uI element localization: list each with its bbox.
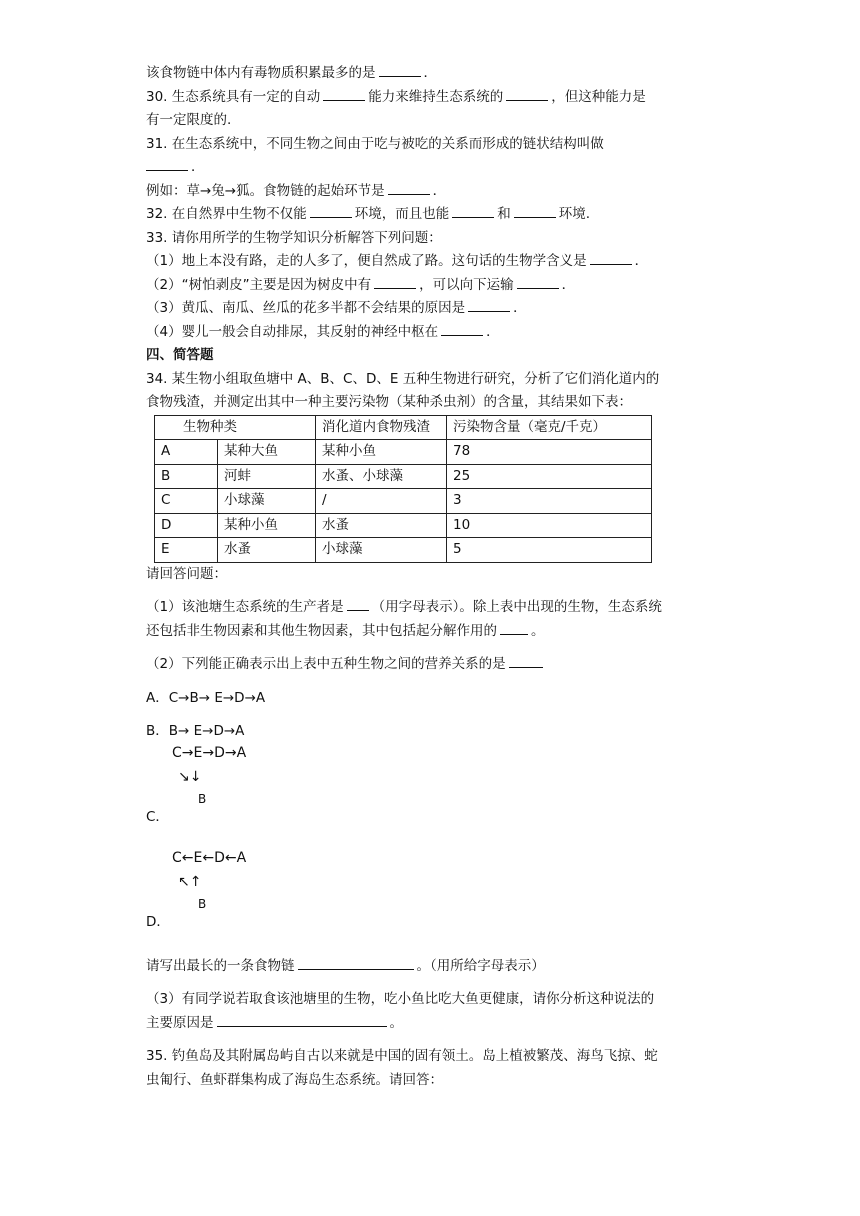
food-web-diagram-d — [172, 849, 718, 911]
table-cell: B — [155, 464, 218, 489]
question-32: 32. 在自然界中生物不仅能 环境，而且也能 和 环境. — [146, 203, 718, 227]
question-31-example: 例如：草→兔→狐。食物链的起始环节是 ． — [146, 180, 718, 204]
table-cell: 水蚤、小球藻 — [316, 464, 447, 489]
table-row — [155, 489, 652, 514]
diagram-arrows: ↖↑ — [178, 874, 202, 890]
diagram-chain: C←E←D←A — [172, 850, 247, 866]
question-33-2: （2）“树怕剥皮”主要是因为树皮中有 ，可以向下运输 ． — [146, 274, 718, 298]
question-34-3-cont: 主要原因是 。 — [146, 1012, 718, 1036]
option-a[interactable]: A．C→B→ E→D→A — [146, 689, 266, 706]
worksheet-page — [146, 62, 718, 1092]
question-30: 30. 生态系统具有一定的自动 能力来维持生态系统的 ，但这种能力是 — [146, 86, 718, 110]
table-header-cell: 污染物含量（毫克/千克） — [447, 415, 652, 440]
table-cell: 25 — [447, 464, 652, 489]
question-34-1-cont: 还包括非生物因素和其他生物因素，其中包括起分解作用的 。 — [146, 620, 718, 644]
answer-blank[interactable] — [500, 620, 528, 635]
question-33-4: （4）婴儿一般会自动排尿，其反射的神经中枢在 ． — [146, 321, 718, 345]
answer-blank[interactable] — [298, 955, 414, 970]
table-cell: 水蚤 — [218, 538, 316, 563]
table-cell: 水蚤 — [316, 513, 447, 538]
table-cell: 小球藻 — [316, 538, 447, 563]
question-34-1: （1）该池塘生态系统的生产者是 （用字母表示）。除上表中出现的生物，生态系统 — [146, 596, 718, 620]
answer-blank[interactable] — [374, 274, 416, 289]
table-row — [155, 440, 652, 465]
answer-blank[interactable] — [146, 156, 188, 171]
table-cell: C — [155, 489, 218, 514]
section-heading: 四、简答题 — [146, 347, 214, 363]
table-cell: 3 — [447, 489, 652, 514]
table-cell: 某种大鱼 — [218, 440, 316, 465]
table-cell: 78 — [447, 440, 652, 465]
table-header-row — [155, 415, 652, 440]
question-33: 33. 请你用所学的生物学知识分析解答下列问题： — [146, 229, 442, 246]
answer-blank[interactable] — [506, 86, 548, 101]
answer-blank[interactable] — [509, 653, 543, 668]
answer-blank[interactable] — [388, 180, 430, 195]
question-33-3: （3）黄瓜、南瓜、丝瓜的花多半都不会结果的原因是 ． — [146, 297, 718, 321]
question-35: 35. 钓鱼岛及其附属岛屿自古以来就是中国的固有领土。岛上植被繁茂、海鸟飞掠、蛇 — [146, 1048, 658, 1064]
question-31-blank-line: ． — [146, 156, 718, 180]
diagram-node: B — [198, 791, 207, 806]
table-cell: E — [155, 538, 218, 563]
diagram-chain: C→E→D→A — [172, 744, 247, 761]
diagram-arrows: ↘↓ — [178, 768, 202, 785]
question-34: 34. 某生物小组取鱼塘中 A、B、C、D、E 五种生物进行研究，分析了它们消化道内的 — [146, 370, 660, 387]
answer-blank[interactable] — [310, 203, 352, 218]
table-cell: 某种小鱼 — [316, 440, 447, 465]
table-cell: / — [316, 489, 447, 514]
question-30-cont: 有一定限度的. — [146, 112, 232, 128]
answer-blank[interactable] — [514, 203, 556, 218]
prompt-answer: 请回答问题： — [146, 565, 227, 582]
answer-blank[interactable] — [323, 86, 365, 101]
answer-blank[interactable] — [441, 321, 483, 336]
table-cell: A — [155, 440, 218, 465]
table-row — [155, 513, 652, 538]
answer-blank[interactable] — [452, 203, 494, 218]
table-cell: 河蚌 — [218, 464, 316, 489]
diagram-node: B — [198, 897, 207, 911]
question-35-cont: 虫匍行、鱼虾群集构成了海岛生态系统。请回答： — [146, 1071, 443, 1088]
answer-blank[interactable] — [217, 1012, 387, 1027]
table-header-cell: 生物种类 — [155, 415, 316, 440]
question-34-3: （3）有同学说若取食该池塘里的生物，吃小鱼比吃大鱼更健康，请你分析这种说法的 — [146, 991, 655, 1007]
table-cell: 5 — [447, 538, 652, 563]
answer-blank[interactable] — [379, 62, 421, 77]
table-cell: 小球藻 — [218, 489, 316, 514]
food-web-diagram-c — [172, 744, 718, 806]
option-c[interactable]: C． — [146, 808, 169, 825]
answer-blank[interactable] — [468, 297, 510, 312]
table-header-cell: 消化道内食物残渣 — [316, 415, 447, 440]
table-row — [155, 538, 652, 563]
longest-chain-question: 请写出最长的一条食物链 。（用所给字母表示） — [146, 955, 718, 979]
table-row — [155, 464, 652, 489]
answer-blank[interactable] — [347, 596, 369, 611]
pollutant-table — [154, 415, 652, 563]
question-29-tail: 该食物链中体内有毒物质积累最多的是 ． — [146, 62, 718, 86]
question-34-cont: 食物残渣，并测定出其中一种主要污染物（某种杀虫剂）的含量，其结果如下表： — [146, 394, 632, 410]
answer-blank[interactable] — [517, 274, 559, 289]
answer-blank[interactable] — [590, 250, 632, 265]
table-cell: D — [155, 513, 218, 538]
question-33-1: （1）地上本没有路，走的人多了，便自然成了路。这句话的生物学含义是 ． — [146, 250, 718, 274]
table-cell: 10 — [447, 513, 652, 538]
option-d[interactable]: D． — [146, 914, 170, 930]
question-34-2: （2）下列能正确表示出上表中五种生物之间的营养关系的是 — [146, 653, 718, 677]
question-31: 31. 在生态系统中，不同生物之间由于吃与被吃的关系而形成的链状结构叫做 — [146, 135, 604, 152]
table-cell: 某种小鱼 — [218, 513, 316, 538]
option-b[interactable]: B．B→ E→D→A — [146, 723, 245, 739]
